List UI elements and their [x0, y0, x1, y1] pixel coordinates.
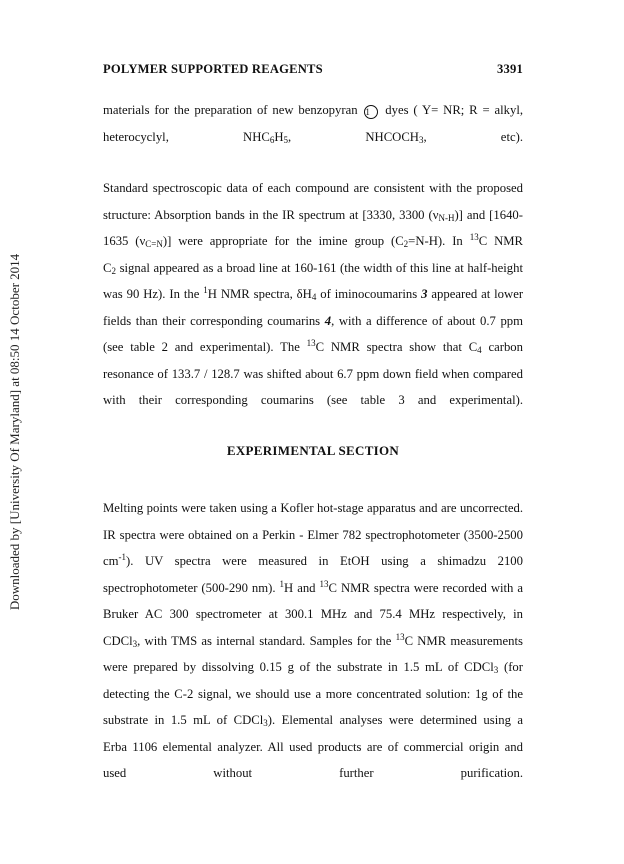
page-number: 3391	[497, 62, 523, 76]
text-line: fields than their corresponding coumarins 4, with a difference of about 0.7 ppm	[103, 313, 523, 328]
text-line: spectrophotometer (500-290 nm). $^1$H and $^{13}$C NMR spectra were recorded with a	[103, 578, 523, 595]
download-note: Downloaded by [University Of Maryland] at 08:50 14 October 2014	[7, 253, 22, 611]
text-line: (see table 2 and experimental). The $^{13}$C NMR spectra show that $C_4$ carbon	[103, 338, 523, 355]
text-line: detecting the C-2 signal, we should use a more concentrated solution: 1g of the	[103, 686, 523, 701]
text-line: with their corresponding coumarins (see table 3 and experimental).	[103, 393, 523, 407]
text-line: Erba 1106 elemental analyzer. All used products are of commercial origin and	[103, 739, 523, 754]
text-line: structure: Absorption bands in the IR spectrum at [3330, 3300 $(\nu_{N-H})$] and [1640-	[103, 207, 523, 223]
paragraph-spectroscopy	[103, 175, 523, 414]
text-line: substrate in 1.5 mL of CDCl$_3$). Elemental analyses were determined using a	[103, 713, 523, 728]
text-line: used without further purification.	[103, 766, 523, 780]
text-line: materials for the preparation of new benzopyran 1 dyes ( Y= NR; R = alkyl,	[103, 103, 523, 117]
running-header	[103, 62, 523, 82]
text-line: Bruker AC 300 spectrometer at 300.1 MHz and 75.4 MHz respectively, in	[103, 607, 523, 621]
text-line: CDCl$_3$, with TMS as internal standard. Samples for the $^{13}$C NMR measurements	[103, 631, 523, 649]
text-line: heterocyclyl, $NHC_6H_5$, $NHCOCH_3$, etc).	[103, 129, 523, 145]
download-watermark	[4, 0, 26, 864]
paragraph-experimental	[103, 495, 523, 787]
text-line: 1635 $(\nu_{C=N})$] were appropriate for the imine group $(C_2=N-H)$. In $^{13}$C NMR	[103, 232, 523, 249]
section-heading: EXPERIMENTAL SECTION	[226, 443, 400, 458]
paragraph-intro	[103, 97, 523, 150]
text-line: Standard spectroscopic data of each compound are consistent with the proposed	[103, 181, 523, 195]
text-line: resonance of 133.7 / 128.7 was shifted about 6.7 ppm down field when compared	[103, 366, 523, 381]
text-line: $cm^{-1}$). UV spectra were measured in EtOH using a shimadzu 2100	[103, 552, 523, 568]
text-line: $C_2$ signal appeared as a broad line at 160-161 (the width of this line at half-height	[103, 260, 523, 276]
running-title: POLYMER SUPPORTED REAGENTS	[103, 62, 323, 76]
text-line: IR spectra were obtained on a Perkin - Elmer 782 spectrophotometer (3500-2500	[103, 527, 523, 542]
circled-number: 1	[364, 105, 378, 119]
text-line: were prepared by dissolving 0.15 g of the substrate in 1.5 mL of CDCl$_3$ (for	[103, 660, 523, 675]
text-line: was 90 Hz). In the $^1$H NMR spectra, $\delta H_4$ of iminocoumarins 3 appeared at lower	[103, 285, 523, 302]
text-line: Melting points were taken using a Kofler hot-stage apparatus and are uncorrected.	[103, 501, 523, 515]
